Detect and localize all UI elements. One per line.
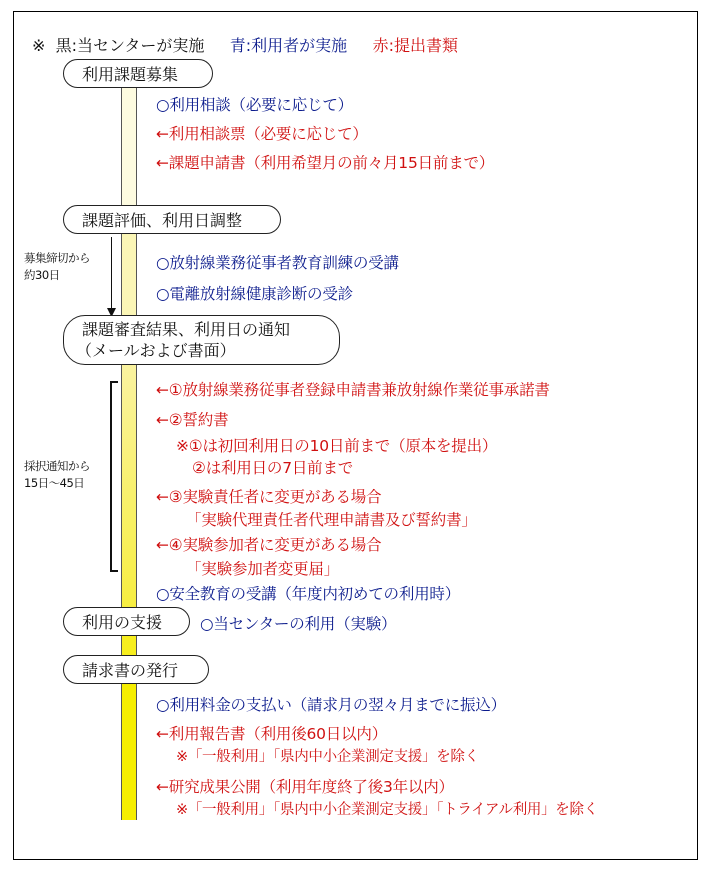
step-item: ○電離放射線健康診断の受診 bbox=[156, 285, 353, 303]
duration-note-30days bbox=[24, 250, 90, 284]
side-note-line: 約30日 bbox=[24, 268, 60, 282]
duration-arrow-line bbox=[111, 237, 112, 310]
flow-bar-segment bbox=[121, 364, 137, 609]
duration-bracket-top bbox=[110, 381, 118, 383]
step-pill-support bbox=[63, 607, 190, 636]
step-item: ←利用報告書（利用後60日以内） bbox=[156, 725, 388, 743]
step-pill-evaluation bbox=[63, 205, 281, 234]
step-item: ←②誓約書 bbox=[156, 411, 229, 429]
side-note-line: 募集締切から bbox=[24, 251, 90, 265]
legend-marker: ※ bbox=[32, 36, 46, 55]
step-pill-notification bbox=[63, 315, 340, 365]
side-note-line: 15日～45日 bbox=[24, 476, 85, 490]
step-item: ←④実験参加者に変更がある場合 bbox=[156, 536, 382, 554]
step-label: 利用の支援 bbox=[82, 613, 163, 632]
side-note-line: 採択通知から bbox=[24, 459, 90, 473]
step-item-note: ※「一般利用」「県内中小企業測定支援」「トライアル利用」を除く bbox=[176, 802, 598, 818]
step-item: ←利用相談票（必要に応じて） bbox=[156, 125, 368, 143]
step-label: 請求書の発行 bbox=[82, 661, 179, 680]
step-item: ○利用料金の支払い（請求月の翌々月までに振込） bbox=[156, 696, 506, 714]
step-item: ←課題申請書（利用希望月の前々月15日前まで） bbox=[156, 154, 495, 172]
legend bbox=[32, 33, 458, 56]
legend-blue: 青:利用者が実施 bbox=[229, 36, 348, 55]
step-label: 利用課題募集 bbox=[82, 65, 179, 84]
legend-red: 赤:提出書類 bbox=[372, 36, 459, 55]
step-item: ←③実験責任者に変更がある場合 bbox=[156, 488, 382, 506]
step-item-note: ※①は初回利用日の10日前まで（原本を提出） bbox=[176, 437, 498, 455]
step-pill-recruitment bbox=[63, 59, 213, 88]
flow-bar-segment bbox=[121, 227, 137, 318]
step-item: ○当センターの利用（実験） bbox=[200, 615, 397, 633]
duration-bracket-bottom bbox=[110, 570, 118, 572]
duration-bracket bbox=[110, 381, 112, 572]
step-item: ○安全教育の受講（年度内初めての利用時） bbox=[156, 585, 461, 603]
legend-black: 黒:当センターが実施 bbox=[55, 36, 205, 55]
step-item-note: ※「一般利用」「県内中小企業測定支援」を除く bbox=[176, 749, 479, 765]
flow-bar-segment bbox=[121, 84, 137, 209]
step-item: ←研究成果公開（利用年度終了後3年以内） bbox=[156, 778, 454, 796]
step-item: ←①放射線業務従事者登録申請書兼放射線作業従事承諾書 bbox=[156, 381, 550, 399]
step-item: ○放射線業務従事者教育訓練の受講 bbox=[156, 254, 399, 272]
flow-bar-segment bbox=[121, 680, 137, 820]
step-label: 課題審査結果、利用日の通知 bbox=[82, 320, 291, 339]
step-pill-invoice bbox=[63, 655, 209, 684]
step-item-note: 「実験代理責任者代理申請書及び誓約書」 bbox=[186, 511, 477, 529]
step-label: 課題評価、利用日調整 bbox=[82, 211, 243, 230]
step-item: ○利用相談（必要に応じて） bbox=[156, 96, 353, 114]
step-item-note: 「実験参加者変更届」 bbox=[186, 560, 340, 578]
duration-note-15-45days bbox=[24, 458, 90, 492]
step-item-note: ②は利用日の7日前まで bbox=[192, 459, 354, 477]
step-label: （メールおよび書面） bbox=[76, 341, 236, 360]
